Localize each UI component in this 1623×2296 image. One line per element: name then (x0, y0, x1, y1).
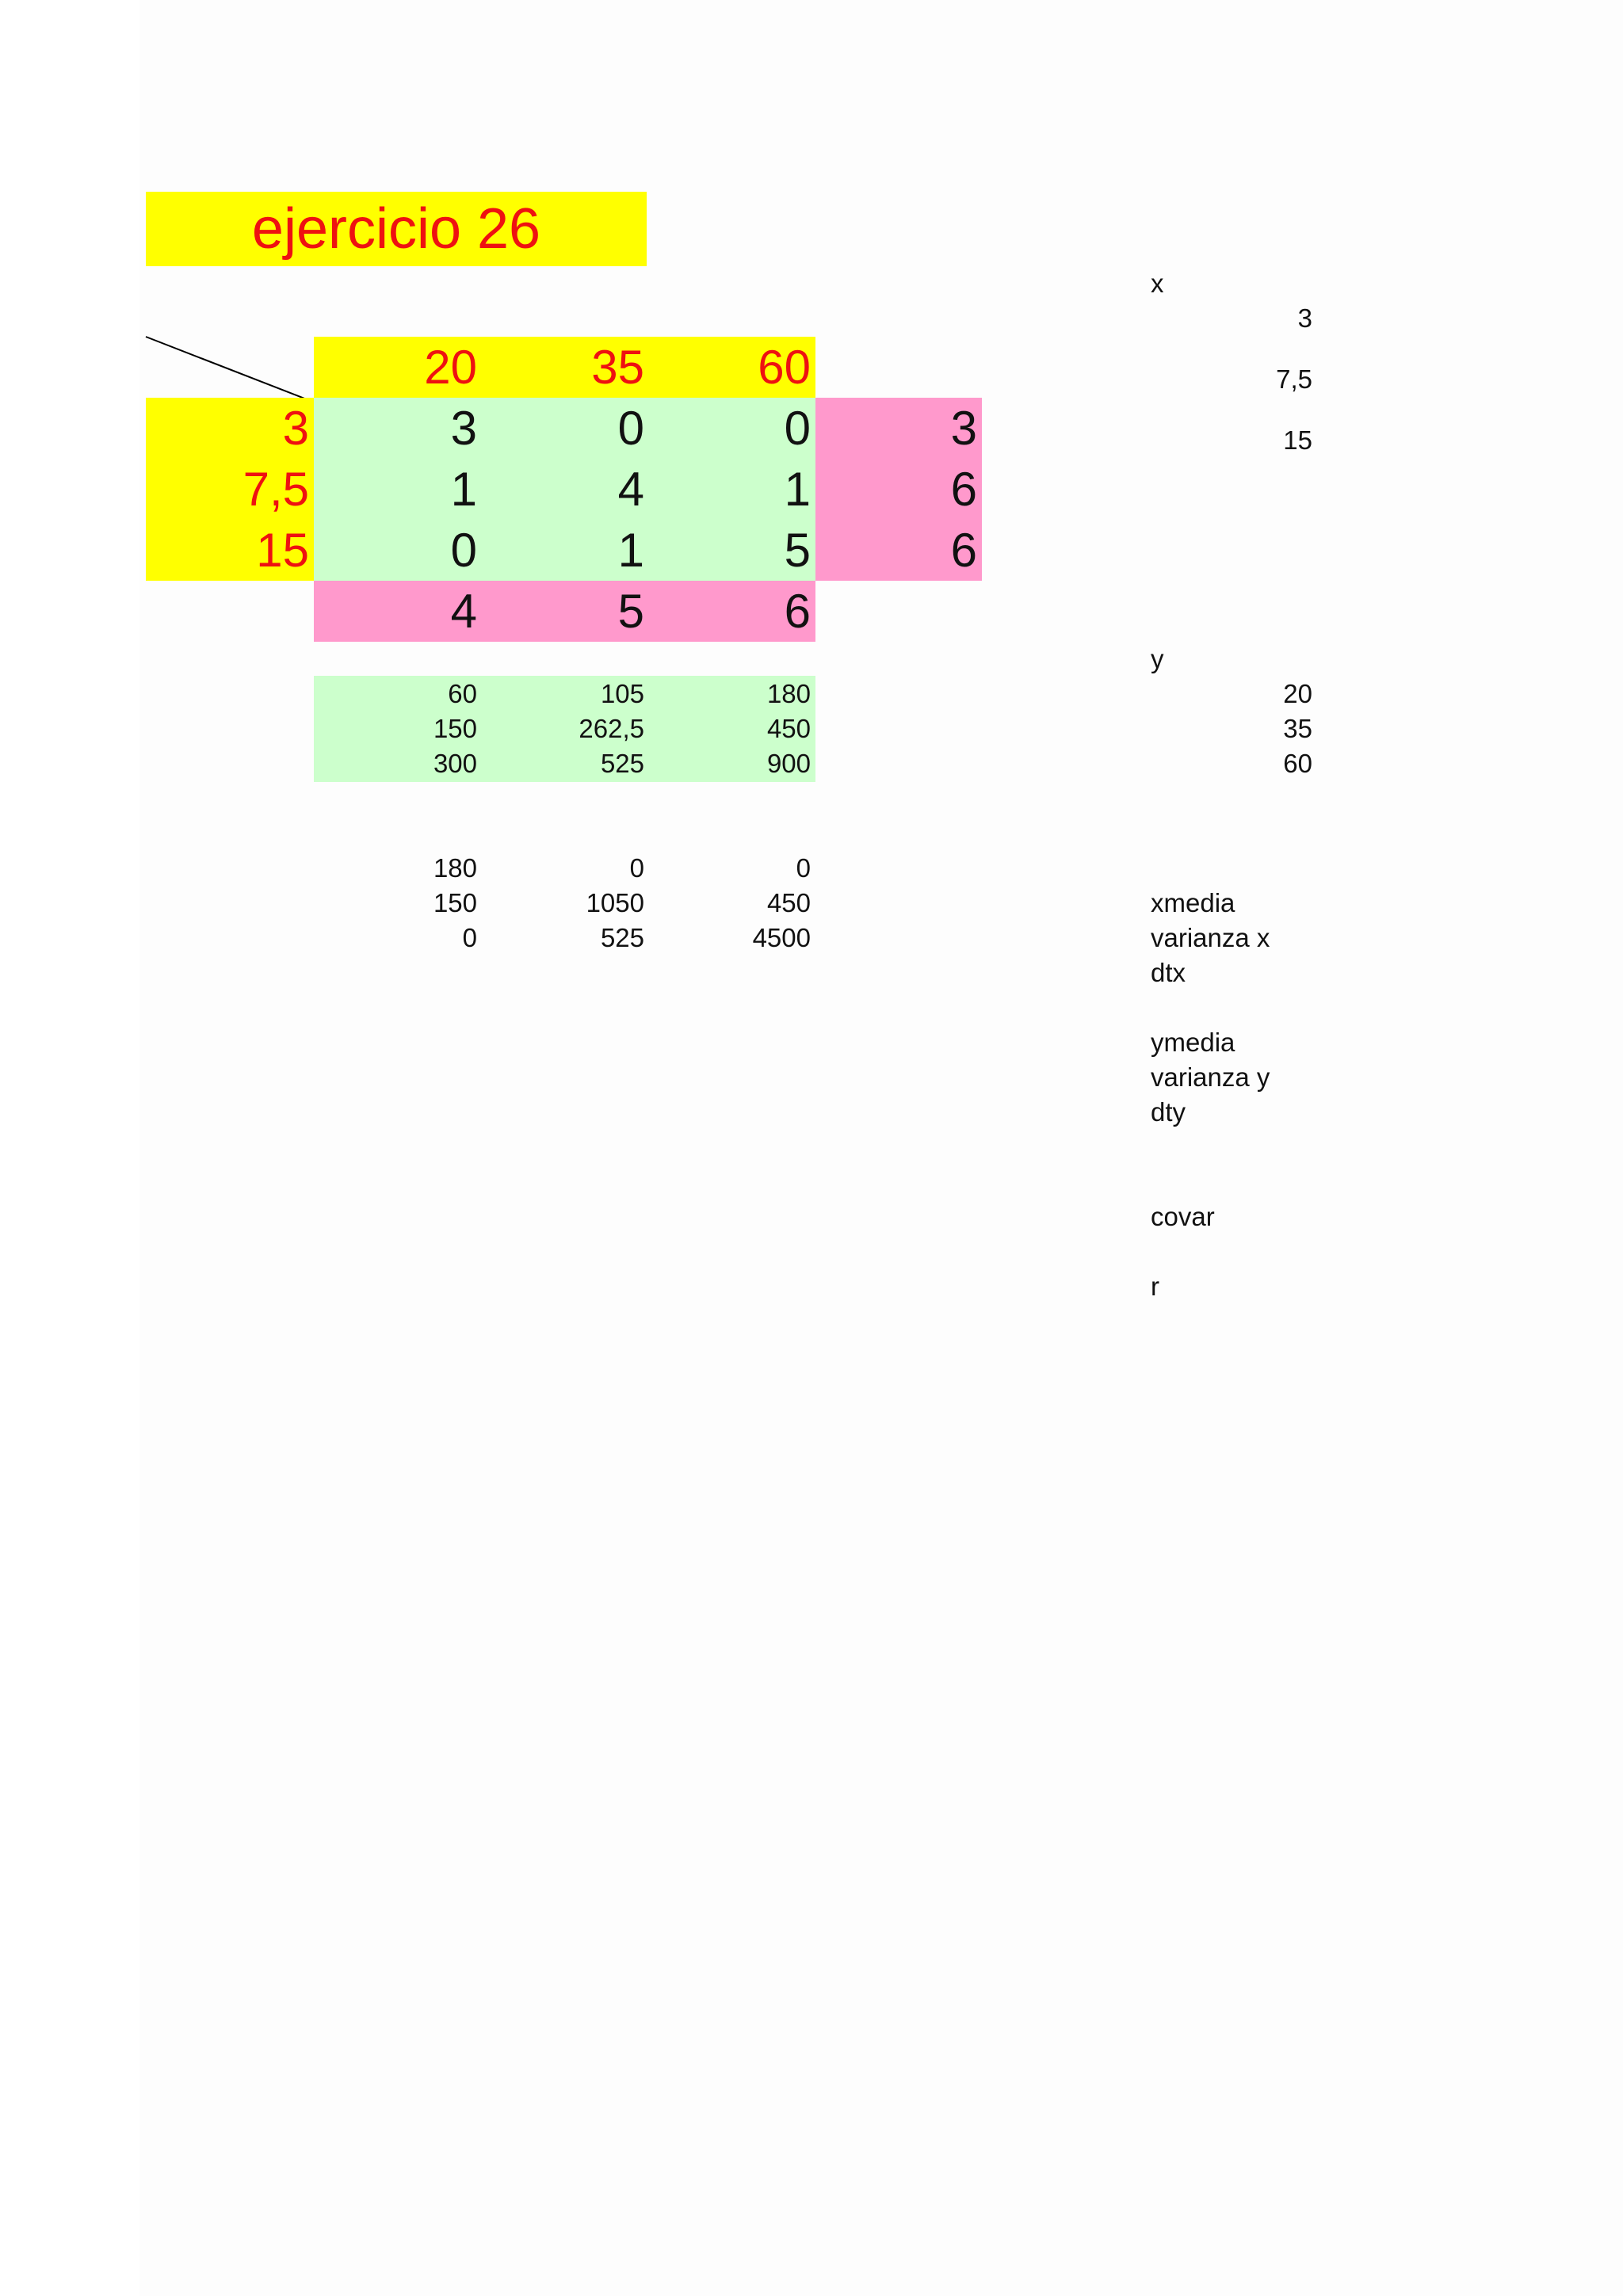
product-cell: 300 (433, 749, 477, 778)
frequency-cell: 0 (314, 520, 482, 581)
frequency-cell: 3 (314, 398, 482, 459)
col-header-cell: 20 (314, 337, 482, 398)
y-value: 20 (1283, 679, 1312, 708)
frequency-cell: 1 (314, 459, 482, 520)
row-header-cell: 15 (146, 520, 314, 581)
frequency-cell: 5 (649, 520, 815, 581)
stat-label-r: r (1151, 1272, 1159, 1301)
x-value: 7,5 (1276, 364, 1312, 394)
col-total-cell: 6 (649, 581, 815, 642)
weighted-cell: 0 (462, 923, 477, 952)
weighted-cell: 1050 (586, 888, 644, 917)
weighted-cell: 150 (433, 888, 477, 917)
product-cell: 262,5 (579, 714, 644, 743)
stat-label-dty: dty (1151, 1097, 1186, 1127)
row-total-cell: 6 (815, 520, 982, 581)
col-total-cell: 4 (314, 581, 482, 642)
weighted-cell: 180 (433, 853, 477, 883)
row-header-cell: 7,5 (146, 459, 314, 520)
frequency-cell: 0 (482, 398, 649, 459)
frequency-cell: 4 (482, 459, 649, 520)
product-cell: 180 (766, 679, 811, 708)
weighted-cell: 4500 (752, 923, 811, 952)
stat-label-ymedia: ymedia (1151, 1028, 1235, 1057)
col-header-cell: 60 (649, 337, 815, 398)
weighted-cell: 0 (629, 853, 644, 883)
product-cell: 450 (766, 714, 811, 743)
stat-label-varianza-x: varianza x (1151, 923, 1270, 952)
frequency-cell: 1 (649, 459, 815, 520)
y-value: 60 (1283, 749, 1312, 778)
product-cell: 60 (448, 679, 477, 708)
sheet-title: ejercicio 26 (146, 192, 647, 266)
stat-label-xmedia: xmedia (1151, 888, 1235, 917)
weighted-cell: 0 (796, 853, 811, 883)
y-value: 35 (1283, 714, 1312, 743)
product-cell: 105 (600, 679, 644, 708)
x-label: x (1151, 269, 1164, 298)
row-total-cell: 3 (815, 398, 982, 459)
y-label: y (1151, 644, 1164, 673)
product-cell: 150 (433, 714, 477, 743)
stat-label-dtx: dtx (1151, 958, 1186, 987)
weighted-cell: 450 (766, 888, 811, 917)
product-cell: 900 (766, 749, 811, 778)
x-value: 15 (1283, 425, 1312, 455)
row-total-cell: 6 (815, 459, 982, 520)
x-value: 3 (1297, 303, 1312, 333)
col-header-cell: 35 (482, 337, 649, 398)
stat-label-covar: covar (1151, 1202, 1215, 1231)
product-cell: 525 (600, 749, 644, 778)
weighted-cell: 525 (600, 923, 644, 952)
stat-label-varianza-y: varianza y (1151, 1062, 1270, 1092)
frequency-cell: 1 (482, 520, 649, 581)
col-total-cell: 5 (482, 581, 649, 642)
row-header-cell: 3 (146, 398, 314, 459)
frequency-cell: 0 (649, 398, 815, 459)
